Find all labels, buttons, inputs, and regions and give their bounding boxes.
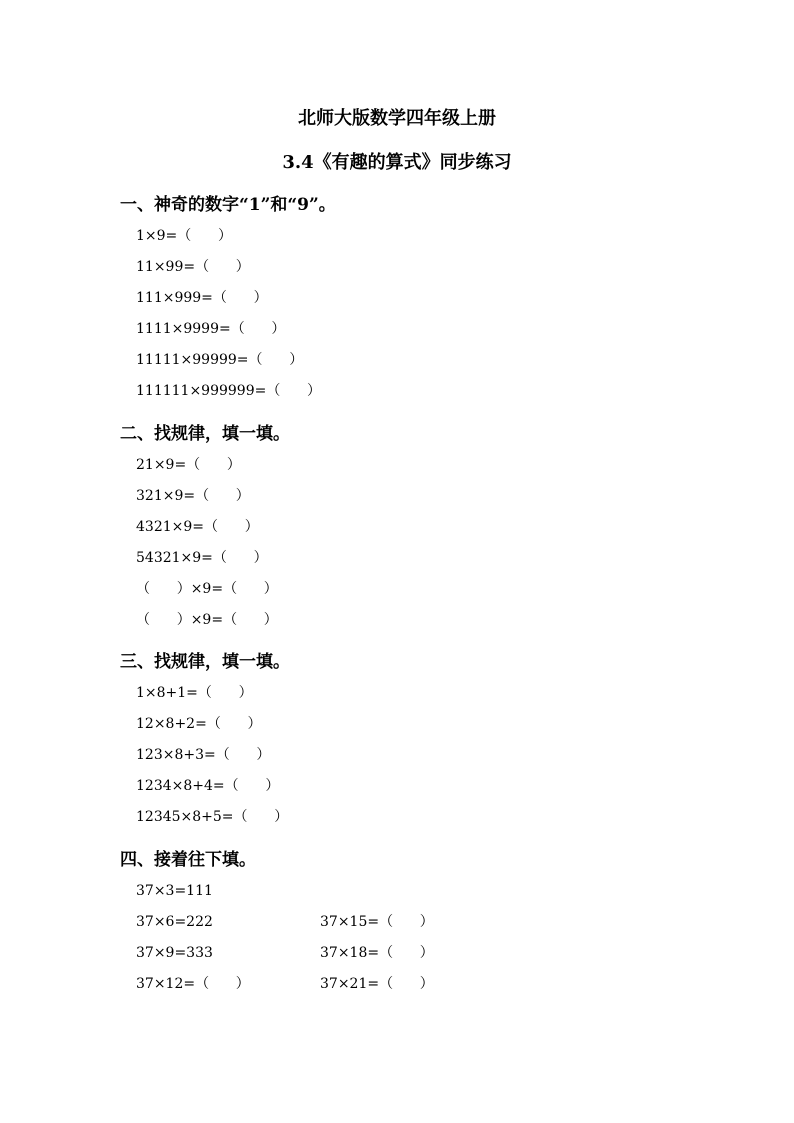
section-4-left-item-3: 37×9=333	[136, 945, 213, 961]
section-4-right-item-3: 37×21=（ ）	[320, 976, 434, 992]
section-2-item-2: 321×9=（ ）	[136, 488, 250, 504]
section-1-item-1: 1×9=（ ）	[136, 228, 232, 244]
section-1-item-4: 1111×9999=（ ）	[136, 321, 286, 337]
section-4-right-item-1: 37×15=（ ）	[320, 914, 434, 930]
section-1-item-3: 111×999=（ ）	[136, 290, 268, 306]
section-3-item-4: 1234×8+4=（ ）	[136, 778, 280, 794]
document-title: 北师大版数学四年级上册	[298, 108, 496, 129]
section-1-heading: 一、神奇的数字“1”和“9”。	[120, 195, 336, 215]
section-2-item-3: 4321×9=（ ）	[136, 519, 259, 535]
section-3-item-2: 12×8+2=（ ）	[136, 716, 262, 732]
section-2-heading: 二、找规律，填一填。	[120, 424, 290, 444]
section-2-item-6: （ ）×9=（ ）	[136, 612, 278, 628]
section-3-heading: 三、找规律，填一填。	[120, 652, 290, 672]
section-3-item-5: 12345×8+5=（ ）	[136, 809, 289, 825]
document-subtitle: 3.4《有趣的算式》同步练习	[282, 152, 512, 173]
section-4-right-item-2: 37×18=（ ）	[320, 945, 434, 961]
section-2-item-5: （ ）×9=（ ）	[136, 581, 278, 597]
section-4-left-item-4: 37×12=（ ）	[136, 976, 250, 992]
section-4-left-item-2: 37×6=222	[136, 914, 213, 930]
section-2-item-1: 21×9=（ ）	[136, 457, 241, 473]
section-4-left-item-1: 37×3=111	[136, 883, 213, 899]
section-2-item-4: 54321×9=（ ）	[136, 550, 268, 566]
section-1-item-5: 11111×99999=（ ）	[136, 352, 304, 368]
section-4-heading: 四、接着往下填。	[120, 850, 256, 870]
section-1-item-6: 111111×999999=（ ）	[136, 383, 322, 399]
section-3-item-1: 1×8+1=（ ）	[136, 685, 253, 701]
section-3-item-3: 123×8+3=（ ）	[136, 747, 271, 763]
section-1-item-2: 11×99=（ ）	[136, 259, 250, 275]
